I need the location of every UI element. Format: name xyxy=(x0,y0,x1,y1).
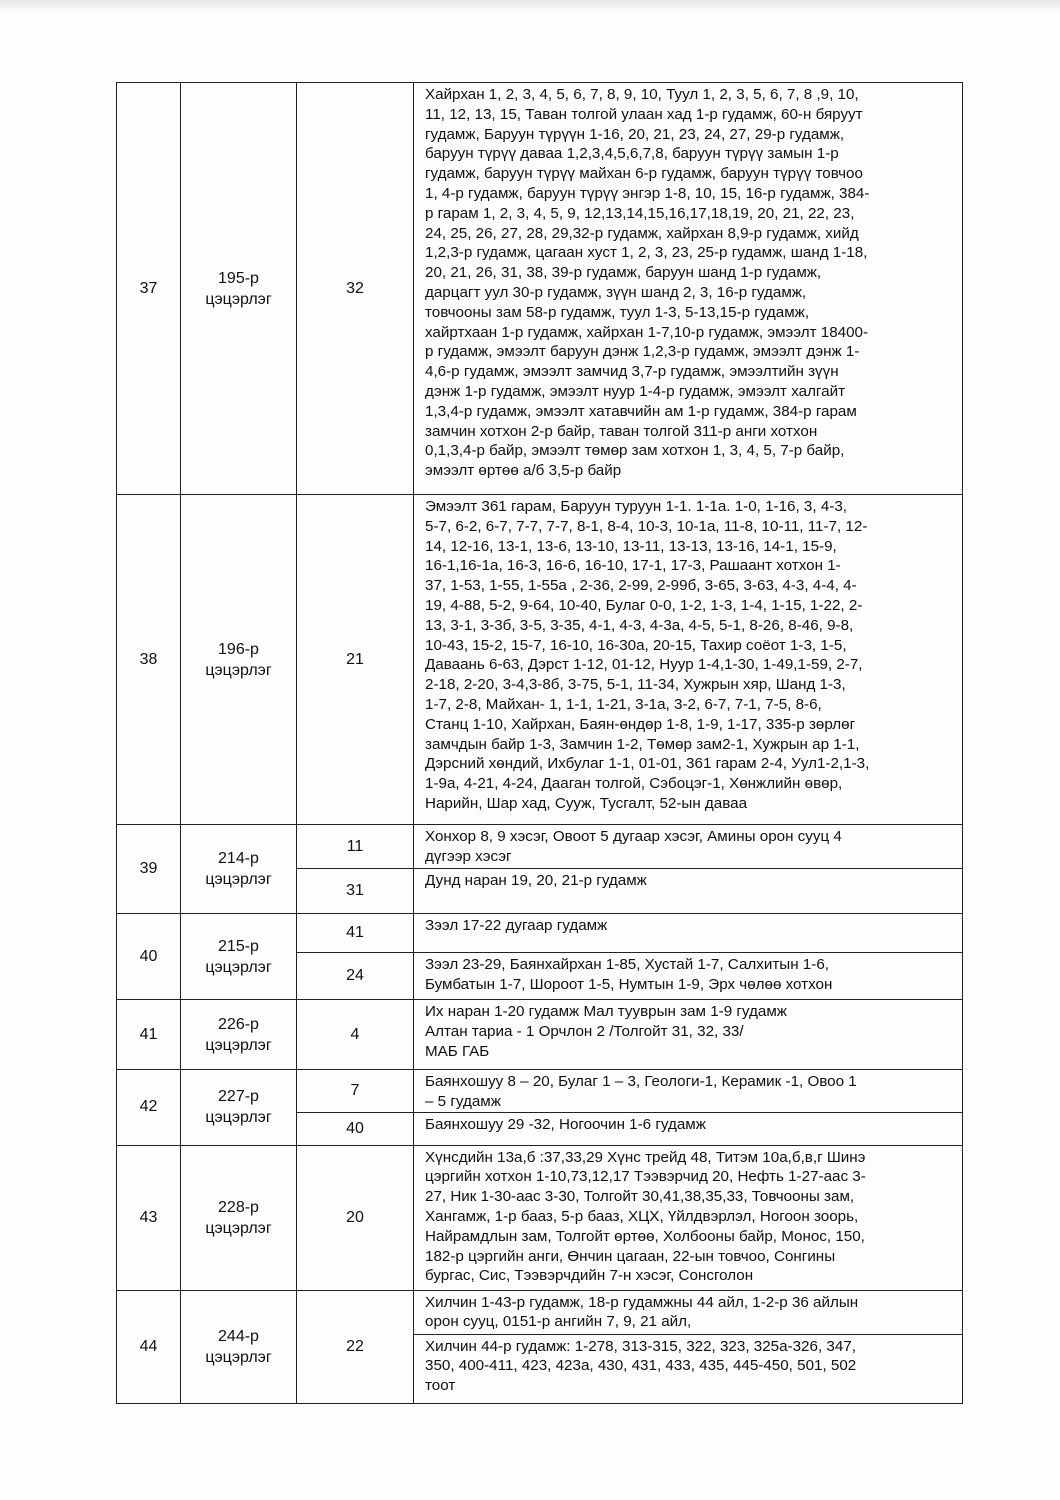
kindergarten-name xyxy=(181,83,297,495)
street-line: Хилчин 1-43-р гудамж, 18-р гудамжны 44 айл, 1-2-р 36 айлын xyxy=(425,1293,859,1311)
street-line: товчооны зам 58-р гудамж, туул 1-3, 5-13,15-р гудамж, xyxy=(425,303,810,321)
row-number: 41 xyxy=(117,1000,181,1070)
street-line: Баянхошуу 29 -32, Ногоочин 1-6 гудамж xyxy=(425,1115,706,1133)
kindergarten-number: 226-р xyxy=(218,1015,259,1033)
table-row xyxy=(117,83,963,495)
kindergarten-label: цэцэрлэг xyxy=(205,290,272,308)
street-line: р гудамж, эмээлт баруун дэнж 1,2,3-р гудамж, эмээлт дэнж 1- xyxy=(425,343,860,361)
khoroo-count: 40 xyxy=(297,1112,414,1145)
table-row xyxy=(117,1070,963,1113)
row-number: 42 xyxy=(117,1070,181,1146)
street-line: Найрамдлын зам, Толгойт өртөө, Холбооны байр, Монос, 150, xyxy=(425,1227,865,1245)
row-number: 37 xyxy=(117,83,181,495)
street-line: 1-9а, 4-21, 4-24, Дааган толгой, Сэбоцэг-1, Хөнжлийн өвөр, xyxy=(425,775,843,793)
street-list xyxy=(414,1070,963,1113)
street-line: 1, 4-р гудамж, баруун түрүү энгэр 1-8, 10, 15, 16-р гудамж, 384- xyxy=(425,184,870,202)
khoroo-count: 21 xyxy=(297,495,414,825)
street-list xyxy=(414,1112,963,1145)
street-line: 1,3,4-р гудамж, эмээлт хатавчийн ам 1-р гудамж, 384-р гарам xyxy=(425,402,857,420)
kindergarten-number: 196-р xyxy=(218,640,259,658)
street-line: 10-43, 15-2, 15-7, 16-10, 16-30а, 20-15, Тахир соёот 1-3, 1-5, xyxy=(425,636,847,654)
street-line: орон сууц, 0151-р ангийн 7, 9, 21 айл, xyxy=(425,1313,692,1331)
street-line: Хүнсдийн 13а,б :37,33,29 Хүнс трейд 48, Титэм 10а,б,в,г Шинэ xyxy=(425,1148,866,1166)
street-line: Зээл 17-22 дугаар гудамж xyxy=(425,917,608,934)
kindergarten-label: цэцэрлэг xyxy=(205,958,272,976)
street-line: Хилчин 44-р гудамж: 1-278, 313-315, 322, 323, 325а-326, 347, xyxy=(425,1337,856,1355)
kindergarten-district-table xyxy=(116,82,963,1404)
khoroo-count: 32 xyxy=(297,83,414,495)
street-line: 2-18, 2-20, 3-4,3-8б, 3-75, 5-1, 11-34, Хужрын хяр, Шанд 1-3, xyxy=(425,676,846,694)
kindergarten-label: цэцэрлэг xyxy=(205,1348,272,1366)
street-line: 0,1,3,4-р байр, эмээлт төмөр зам хотхон 1, 3, 4, 5, 7-р байр, xyxy=(425,442,845,460)
kindergarten-number: 195-р xyxy=(218,269,259,287)
street-line: 5-7, 6-2, 6-7, 7-7, 7-7, 8-1, 8-4, 10-3, 10-1а, 11-8, 10-11, 11-7, 12- xyxy=(425,517,868,535)
row-number: 43 xyxy=(117,1145,181,1290)
street-line: дарцагт уул 30-р гудамж, зүүн шанд 2, 3, 16-р гудамж, xyxy=(425,283,807,301)
khoroo-count: 7 xyxy=(297,1070,414,1113)
khoroo-count: 22 xyxy=(297,1290,414,1403)
street-list xyxy=(414,953,963,1000)
khoroo-count: 20 xyxy=(297,1145,414,1290)
street-list xyxy=(414,83,963,495)
street-line: 37, 1-53, 1-55, 1-55а , 2-36, 2-99, 2-99б, 3-65, 3-63, 4-3, 4-4, 4- xyxy=(425,577,857,595)
street-line: Нарийн, Шар хад, Сууж, Тусгалт, 52-ын даваа xyxy=(425,794,748,812)
street-line: – 5 гудамж xyxy=(425,1092,501,1110)
street-line: 1,2,3-р гудамж, цагаан хуст 1, 2, 3, 23, 25-р гудамж, шанд 1-18, xyxy=(425,244,868,262)
street-list xyxy=(414,1290,963,1334)
kindergarten-name xyxy=(181,1070,297,1146)
street-list xyxy=(414,495,963,825)
street-line: 27, Ник 1-30-аас 3-30, Толгойт 30,41,38,35,33, Товчооны зам, xyxy=(425,1188,855,1206)
street-line: Эмээлт 361 гарам, Баруун туруун 1-1. 1-1а. 1-0, 1-16, 3, 4-3, xyxy=(425,498,847,515)
street-line: Дунд наран 19, 20, 21-р гудамж xyxy=(425,872,647,889)
street-line: дэнж 1-р гудамж, эмээлт нуур 1-4-р гудамж, эмээлт халгайт xyxy=(425,382,846,400)
street-line: замчин хотхон 2-р байр, таван толгой 311-р анги хотхон xyxy=(425,422,818,440)
kindergarten-number: 227-р xyxy=(218,1088,259,1106)
khoroo-count: 4 xyxy=(297,1000,414,1070)
kindergarten-name xyxy=(181,1000,297,1070)
table-body xyxy=(117,83,963,1404)
street-list xyxy=(414,1334,963,1403)
street-list xyxy=(414,825,963,869)
street-line: замчдын байр 1-3, Замчин 1-2, Төмөр зам2-1, Хужрын ар 1-1, xyxy=(425,735,860,753)
street-line: Хайрхан 1, 2, 3, 4, 5, 6, 7, 8, 9, 10, Туул 1, 2, 3, 5, 6, 7, 8 ,9, 10, xyxy=(425,86,859,103)
table-row xyxy=(117,914,963,953)
table-row xyxy=(117,1290,963,1334)
kindergarten-label: цэцэрлэг xyxy=(205,661,272,679)
street-line: 14, 12-16, 13-1, 13-6, 13-10, 13-11, 13-13, 13-16, 14-1, 15-9, xyxy=(425,537,837,555)
street-line: Зээл 23-29, Баянхайрхан 1-85, Хустай 1-7, Салхитын 1-6, xyxy=(425,956,829,973)
kindergarten-name xyxy=(181,495,297,825)
street-list xyxy=(414,914,963,953)
street-line: Дэрсний хөндий, Ихбулаг 1-1, 01-01, 361 гарам 2-4, Уул1-2,1-3, xyxy=(425,755,870,773)
row-number: 39 xyxy=(117,825,181,914)
kindergarten-number: 244-р xyxy=(218,1327,259,1345)
street-line: 182-р цэргийн анги, Өнчин цагаан, 22-ын товчоо, Сонгины xyxy=(425,1247,836,1265)
street-line: МАБ ГАБ xyxy=(425,1042,490,1060)
khoroo-count: 24 xyxy=(297,953,414,1000)
kindergarten-number: 214-р xyxy=(218,850,259,867)
kindergarten-label: цэцэрлэг xyxy=(205,871,272,888)
street-line: 350, 400-411, 423, 423а, 430, 431, 433, 435, 445-450, 501, 502 xyxy=(425,1357,857,1375)
street-line: 20, 21, 26, 31, 38, 39-р гудамж, баруун шанд 1-р гудамж, xyxy=(425,264,822,282)
street-line: Даваань 6-63, Дэрст 1-12, 01-12, Нуур 1-4,1-30, 1-49,1-59, 2-7, xyxy=(425,656,863,674)
kindergarten-name xyxy=(181,1145,297,1290)
street-line: Хонхор 8, 9 хэсэг, Овоот 5 дугаар хэсэг, Амины орон сууц 4 xyxy=(425,828,842,845)
kindergarten-label: цэцэрлэг xyxy=(205,1109,272,1127)
street-line: гудамж, Баруун түрүүн 1-16, 20, 21, 23, 24, 27, 29-р гудамж, xyxy=(425,125,845,143)
street-line: гудамж, баруун түрүү майхан 6-р гудамж, баруун түрүү товчоо xyxy=(425,165,863,183)
row-number: 44 xyxy=(117,1290,181,1403)
street-line: бургас, Сис, Тээвэрчдийн 7-н хэсэг, Сонсголон xyxy=(425,1267,754,1285)
street-line: Хангамж, 1-р бааз, 5-р бааз, ХЦХ, Үйлдвэрлэл, Ногоон зоорь, xyxy=(425,1207,859,1225)
khoroo-count: 11 xyxy=(297,825,414,869)
kindergarten-name xyxy=(181,914,297,1000)
street-line: 4,6-р гудамж, эмээлт замчид 3,7-р гудамж, эмээлтийн зүүн xyxy=(425,363,839,381)
khoroo-count: 41 xyxy=(297,914,414,953)
khoroo-count: 31 xyxy=(297,869,414,914)
street-line: Бумбатын 1-7, Шороот 1-5, Нумтын 1-9, Эрх чөлөө хотхон xyxy=(425,975,833,993)
street-line: эмээлт өртөө а/б 3,5-р байр xyxy=(425,462,622,480)
kindergarten-name xyxy=(181,825,297,914)
street-line: тоот xyxy=(425,1377,456,1395)
kindergarten-number: 228-р xyxy=(218,1198,259,1216)
row-number: 38 xyxy=(117,495,181,825)
street-line: Баянхошуу 8 – 20, Булаг 1 – 3, Геологи-1, Керамик -1, Овоо 1 xyxy=(425,1073,857,1090)
street-line: Станц 1-10, Хайрхан, Баян-өндөр 1-8, 1-9, 1-17, 335-р зөрлөг xyxy=(425,715,856,733)
street-line: хайртхаан 1-р гудамж, хайрхан 1-7,10-р гудамж, эмээлт 18400- xyxy=(425,323,869,341)
street-line: дүгээр хэсэг xyxy=(425,847,512,865)
kindergarten-label: цэцэрлэг xyxy=(205,1219,272,1237)
table-row xyxy=(117,495,963,825)
street-line: 24, 25, 26, 27, 28, 29,32-р гудамж, хайрхан 8,9-р гудамж, хийд xyxy=(425,224,859,242)
street-line: баруун түрүү даваа 1,2,3,4,5,6,7,8, баруун түрүү замын 1-р xyxy=(425,145,839,163)
street-list xyxy=(414,1145,963,1290)
scan-edge-shadow xyxy=(0,0,1060,12)
row-number: 40 xyxy=(117,914,181,1000)
street-line: Их наран 1-20 гудамж Мал тууврын зам 1-9 гудамж xyxy=(425,1003,787,1020)
street-line: 13, 3-1, 3-3б, 3-5, 3-35, 4-1, 4-3, 4-3а, 4-5, 5-1, 8-26, 8-46, 9-8, xyxy=(425,616,854,634)
table-row xyxy=(117,825,963,869)
street-line: р гарам 1, 2, 3, 4, 5, 9, 12,13,14,15,16,17,18,19, 20, 21, 22, 23, xyxy=(425,204,855,222)
street-list xyxy=(414,1000,963,1070)
kindergarten-name xyxy=(181,1290,297,1403)
street-line: Алтан тариа - 1 Орчлон 2 /Толгойт 31, 32, 33/ xyxy=(425,1022,744,1040)
street-line: 11, 12, 13, 15, Таван толгой улаан хад 1-р гудамж, 60-н бяруут xyxy=(425,105,863,123)
street-line: 1-7, 2-8, Майхан- 1, 1-1, 1-21, 3-1а, 3-2, 6-7, 7-1, 7-5, 8-6, xyxy=(425,695,822,713)
table-row xyxy=(117,1145,963,1290)
street-line: 16-1,16-1а, 16-3, 16-6, 16-10, 17-1, 17-3, Рашаант хотхон 1- xyxy=(425,557,841,575)
street-list xyxy=(414,869,963,914)
kindergarten-number: 215-р xyxy=(218,937,259,955)
table-row xyxy=(117,1000,963,1070)
street-line: цэргийн хотхон 1-10,73,12,17 Тээвэрчид 20, Нефть 1-27-аас 3- xyxy=(425,1168,866,1186)
street-line: 19, 4-88, 5-2, 9-64, 10-40, Булаг 0-0, 1-2, 1-3, 1-4, 1-15, 1-22, 2- xyxy=(425,596,863,614)
kindergarten-label: цэцэрлэг xyxy=(205,1036,272,1054)
